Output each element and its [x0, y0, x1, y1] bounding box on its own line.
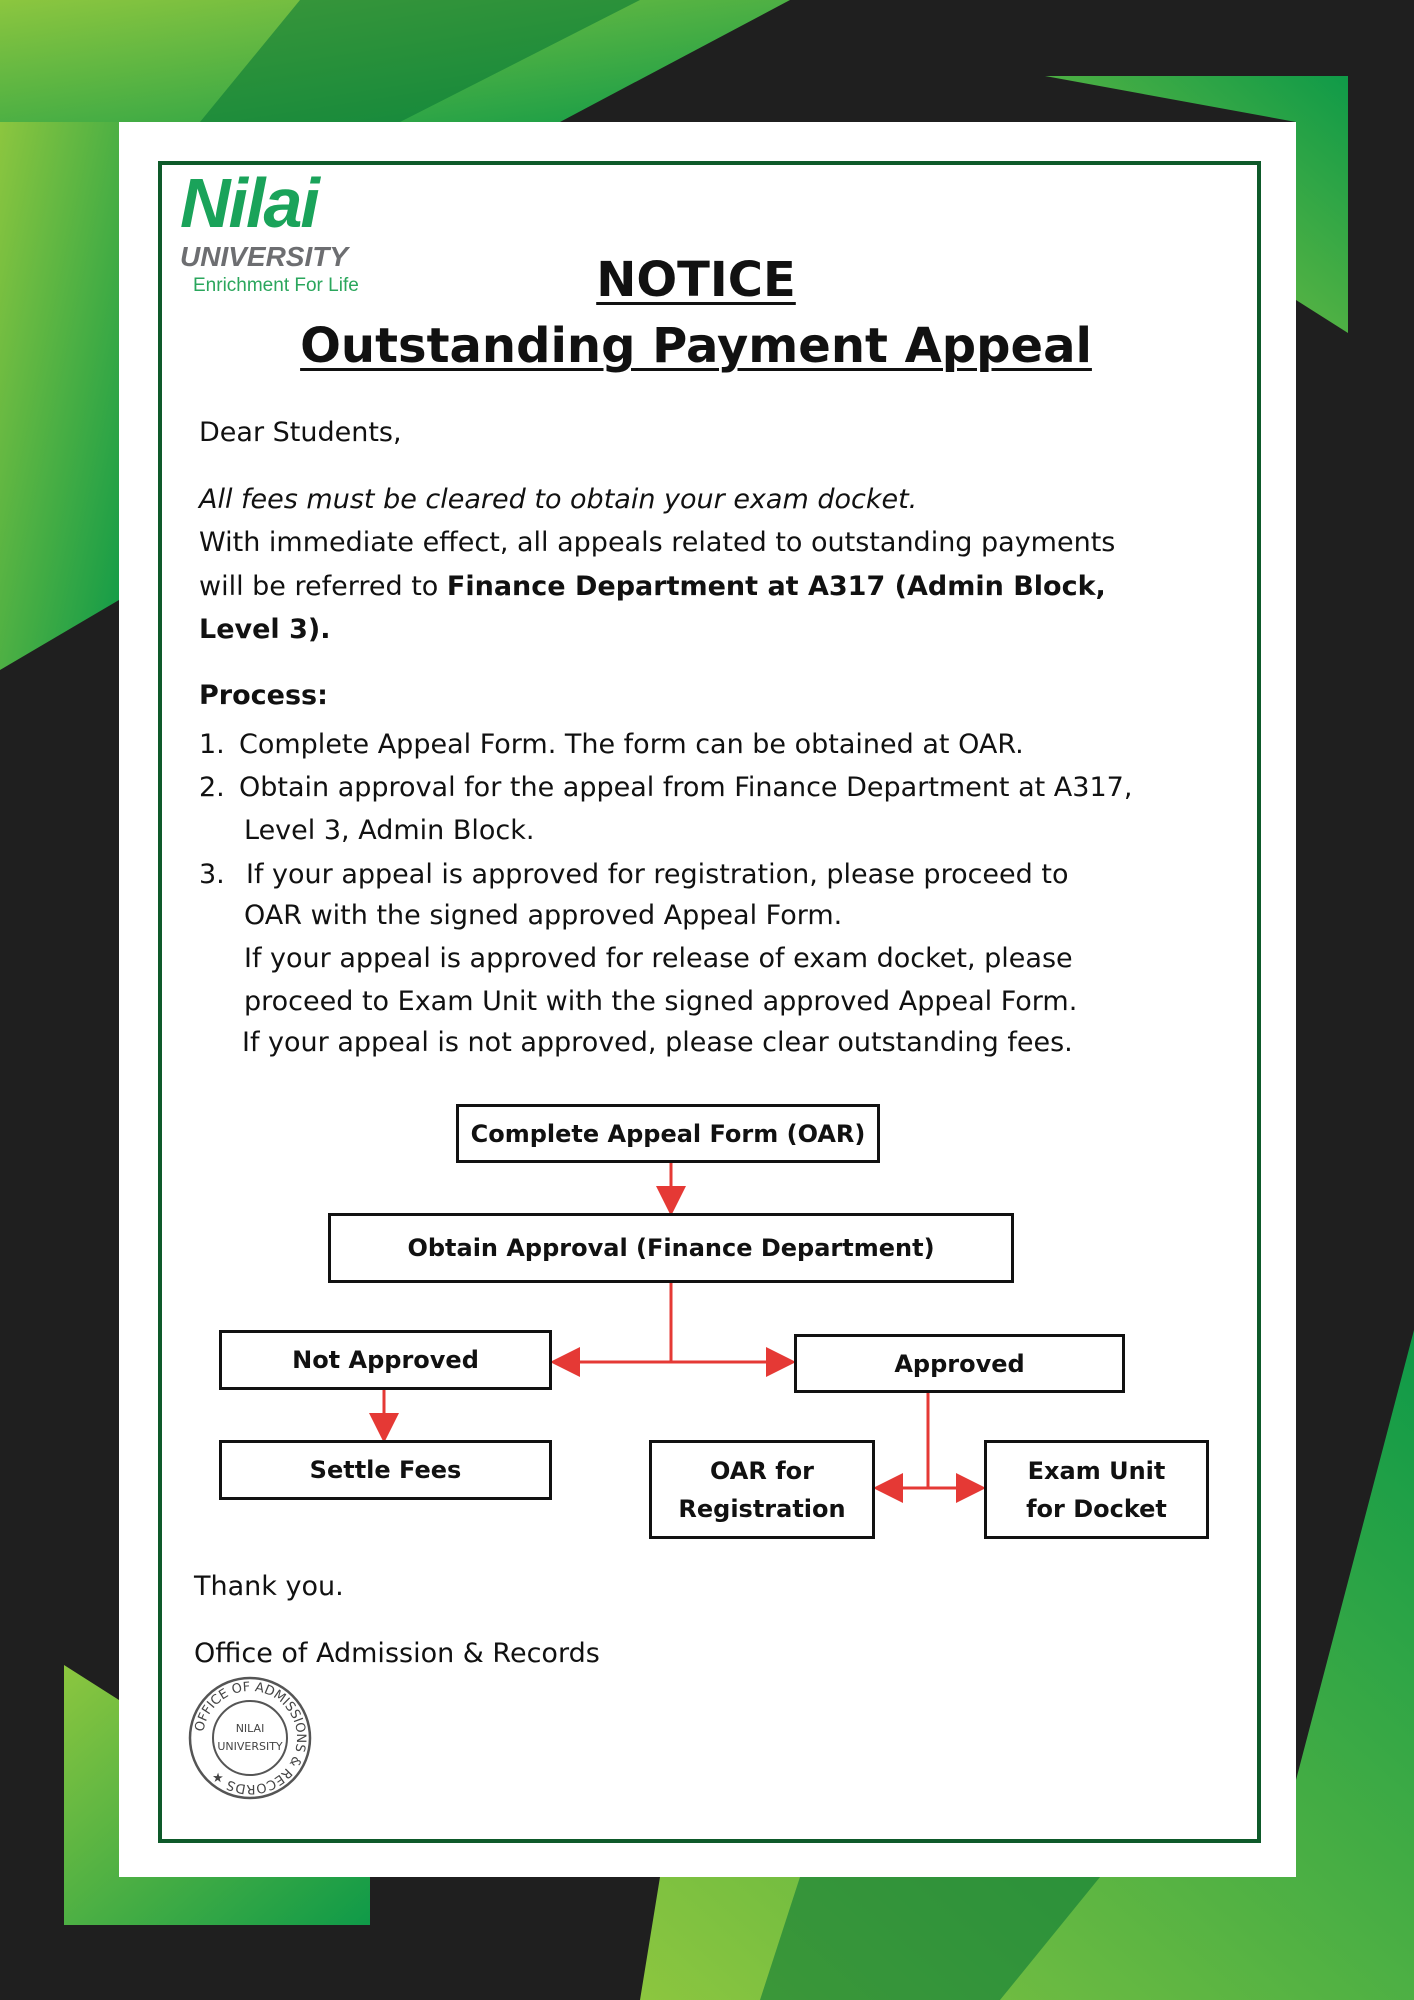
flow-approved: Approved	[794, 1334, 1125, 1393]
flow-text: Registration	[678, 1494, 846, 1523]
flow-exam-unit	[984, 1440, 1209, 1539]
flow-text: OAR for	[710, 1456, 814, 1485]
step-number: 3.	[199, 859, 225, 890]
flow-oar-registration	[649, 1440, 875, 1539]
intro-text: will be referred to	[199, 571, 447, 602]
flow-text: for Docket	[1026, 1494, 1167, 1523]
office-stamp	[186, 1674, 314, 1802]
step-text: If your appeal is approved for registration, please proceed to	[246, 859, 1069, 890]
step-text: Level 3, Admin Block.	[244, 815, 535, 846]
step-number: 1.	[199, 729, 225, 760]
notice-heading: NOTICE	[596, 252, 796, 308]
flow-text: Exam Unit	[1027, 1456, 1166, 1485]
flow-complete-form: Complete Appeal Form (OAR)	[456, 1104, 880, 1163]
flow-settle-fees: Settle Fees	[219, 1440, 552, 1500]
step-text: Obtain approval for the appeal from Finance Department at A317,	[239, 772, 1133, 803]
finance-location: Finance Department at A317 (Admin Block,	[446, 571, 1106, 602]
logo-tagline: Enrichment For Life	[193, 275, 359, 296]
page-title: Outstanding Payment Appeal	[300, 318, 1092, 374]
greeting: Dear Students,	[199, 417, 402, 448]
svg-text:UNIVERSITY: UNIVERSITY	[217, 1740, 283, 1753]
step-text: If your appeal is approved for release of exam docket, please	[244, 943, 1073, 974]
process-heading: Process:	[199, 680, 328, 711]
flow-not-approved: Not Approved	[219, 1330, 552, 1390]
flow-obtain-approval: Obtain Approval (Finance Department)	[328, 1213, 1014, 1283]
logo-wordmark: Nilai	[180, 164, 318, 242]
logo-university: UNIVERSITY	[180, 241, 349, 272]
intro-italic: All fees must be cleared to obtain your exam docket.	[199, 484, 918, 515]
finance-level: Level 3).	[199, 614, 331, 645]
thank-you: Thank you.	[194, 1571, 344, 1602]
step-text: If your appeal is not approved, please clear outstanding fees.	[242, 1027, 1073, 1058]
step-text: Complete Appeal Form. The form can be obtained at OAR.	[239, 729, 1024, 760]
step-text: proceed to Exam Unit with the signed approved Appeal Form.	[244, 986, 1078, 1017]
office-signature: Office of Admission & Records	[194, 1638, 600, 1669]
step-text: OAR with the signed approved Appeal Form.	[244, 900, 843, 931]
intro-line: With immediate effect, all appeals related to outstanding payments	[199, 527, 1116, 558]
svg-text:NILAI: NILAI	[235, 1722, 265, 1735]
svg-text:OFFICE OF ADMISSIONS & RECORDS: OFFICE OF ADMISSIONS & RECORDS ★	[192, 1679, 309, 1797]
step-number: 2.	[199, 772, 225, 803]
